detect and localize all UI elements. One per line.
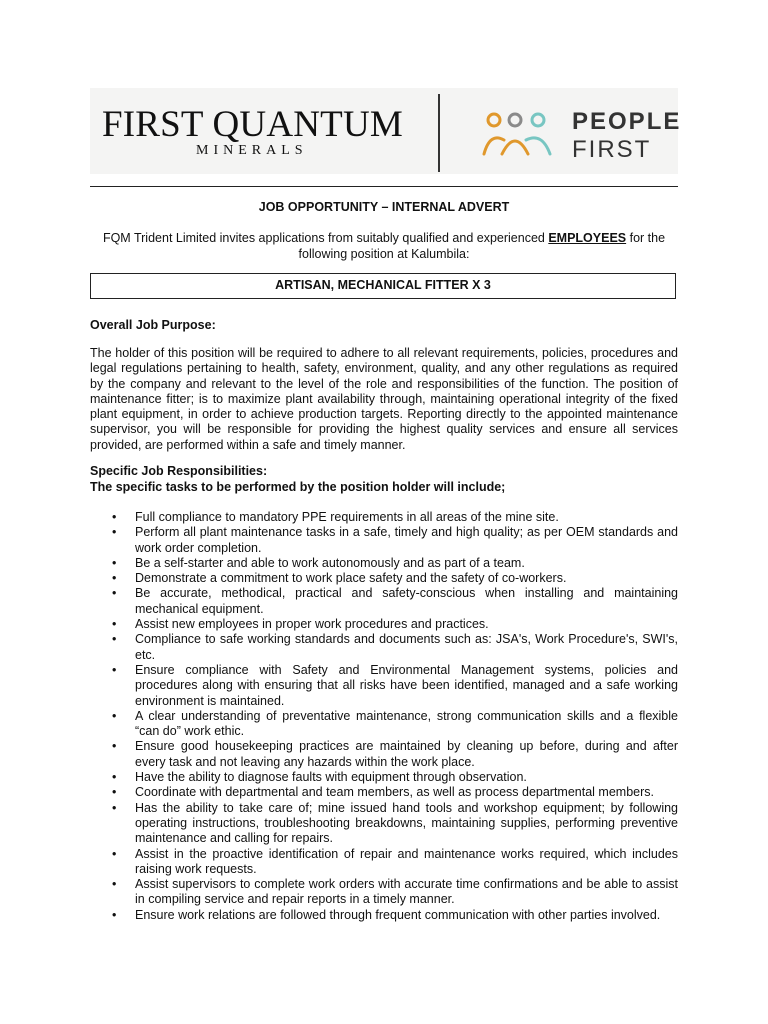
list-item: • Ensure work relations are followed through frequent communication with other parties involved. <box>112 907 661 922</box>
list-item: • Coordinate with departmental and team members, as well as process departmental members. <box>112 785 654 800</box>
list-item-text: Full compliance to mandatory PPE requirements in all areas of the mine site. <box>135 510 559 524</box>
list-item-text: Assist supervisors to complete work orders with accurate time confirmations and be able to assist in compiling service and repair reports in a timely manner. <box>135 877 678 907</box>
purpose-title: Overall Job Purpose: <box>90 318 216 332</box>
list-item-text: A clear understanding of preventative maintenance, strong communication skills and a flexible “can do” work ethic. <box>135 708 678 739</box>
list-item: • Demonstrate a commitment to work place safety and the safety of co-workers. <box>112 571 567 586</box>
company-subtitle: MINERALS <box>196 143 308 158</box>
person-head-middle <box>509 114 521 126</box>
person-head-right <box>532 114 544 126</box>
list-item-text: Ensure good housekeeping practices are maintained by cleaning up before, during and after every task and not leaving any hazards within the work place. <box>135 739 678 769</box>
purpose-text: The holder of this position will be required to adhere to all relevant requirements, policies, procedures and legal regulations pertaining to health, safety, environment, quality, and any other regulations as required by the company and relevant to the level of the role and responsibilities of the function. The position of maintenance fitter; is to maximize plant availability through, maintaining operational integrity of the fixed plant equipment, in order to achieve production targets. Reporting directly to the appointed maintenance supervisor, you will be responsible for providing the highest quality services and ensure all services provided, are performed within a safe and timely manner. <box>90 346 678 452</box>
list-item-text: Be accurate, methodical, practical and safety-conscious when installing and maintaining mechanical equipment. <box>135 586 678 616</box>
position-title: ARTISAN, MECHANICAL FITTER X 3 <box>275 278 491 292</box>
advert-heading: JOB OPPORTUNITY – INTERNAL ADVERT <box>258 200 510 214</box>
list-item: • Full compliance to mandatory PPE requirements in all areas of the mine site. <box>112 510 559 524</box>
responsibilities-list <box>90 510 678 923</box>
people-group-icon <box>482 110 556 158</box>
advert-intro <box>90 230 678 262</box>
list-item: • Be accurate, methodical, practical and safety-conscious when installing and maintaining mechanical equipment. <box>112 586 678 616</box>
list-item-text: Has the ability to take care of; mine issued hand tools and workshop equipment; by following operating instructions, troubleshooting breakdowns, maintaining supplies, performing preventive maintenance and calling for repairs. <box>135 800 678 846</box>
person-body-right <box>526 138 550 154</box>
intro-text-after: for the following position at Kalumbila: <box>298 231 666 261</box>
list-item: • Have the ability to diagnose faults with equipment through observation. <box>112 770 527 785</box>
company-name: FIRST QUANTUM <box>101 104 404 145</box>
intro-emphasis: EMPLOYEES <box>548 231 627 245</box>
list-item-text: Compliance to safe working standards and documents such as: JSA's, Work Procedure's, SWI's, etc. <box>135 632 678 662</box>
people-first-wordmark <box>572 108 681 164</box>
list-item-text: Have the ability to diagnose faults with equipment through observation. <box>135 770 527 785</box>
list-item: • Assist supervisors to complete work orders with accurate time confirmations and be able to assist in compiling service and repair reports in a timely manner. <box>112 877 678 907</box>
list-item: • Has the ability to take care of; mine issued hand tools and workshop equipment; by following operating instructions, troubleshooting breakdowns, maintaining supplies, performing preventive maintenance and calling for repairs. <box>112 800 678 846</box>
position-box <box>90 273 676 299</box>
list-item: • Assist in the proactive identification of repair and maintenance works required, which includes raising work requests. <box>112 846 678 876</box>
people-first-line2: FIRST <box>572 136 652 163</box>
list-item-text: Coordinate with departmental and team members, as well as process departmental members. <box>135 785 654 800</box>
logo-divider <box>438 94 440 172</box>
person-body-left <box>484 138 504 154</box>
list-item: • A clear understanding of preventative maintenance, strong communication skills and a flexible “can do” work ethic. <box>112 708 678 739</box>
list-item-text: Be a self-starter and able to work autonomously and as part of a team. <box>135 555 525 570</box>
list-item: • Ensure good housekeeping practices are maintained by cleaning up before, during and after every task and not leaving any hazards within the work place. <box>112 739 678 769</box>
first-quantum-logo <box>90 105 415 159</box>
list-item: • Be a self-starter and able to work autonomously and as part of a team. <box>112 555 525 570</box>
list-item-text: Assist in the proactive identification of repair and maintenance works required, which includes raising work requests. <box>135 846 678 876</box>
list-item: • Compliance to safe working standards and documents such as: JSA's, Work Procedure's, SWI's, etc. <box>112 632 678 662</box>
person-body-middle <box>502 141 528 154</box>
person-head-left <box>488 114 500 126</box>
responsibilities-subtitle: The specific tasks to be performed by the position holder will include; <box>90 480 506 494</box>
list-item: • Perform all plant maintenance tasks in a safe, timely and high quality; as per OEM standards and work order completion. <box>112 525 678 555</box>
list-item-text: Demonstrate a commitment to work place safety and the safety of co-workers. <box>135 571 567 586</box>
list-item-text: Assist new employees in proper work procedures and practices. <box>135 617 489 632</box>
people-first-line1: PEOPLE <box>572 108 682 135</box>
list-item-text: Ensure work relations are followed through frequent communication with other parties involved. <box>135 907 661 922</box>
intro-text-before: FQM Trident Limited invites applications from suitably qualified and experienced <box>102 231 549 245</box>
list-item-text: Perform all plant maintenance tasks in a safe, timely and high quality; as per OEM standards and work order completion. <box>135 525 678 555</box>
list-item: • Assist new employees in proper work procedures and practices. <box>112 617 489 632</box>
list-item: • Ensure compliance with Safety and Environmental Management systems, policies and procedures along with ensuring that all risks have been identified, managed and a safe working environment is maintained. <box>112 662 678 708</box>
responsibilities-title: Specific Job Responsibilities: <box>90 464 268 478</box>
list-item-text: Ensure compliance with Safety and Environmental Management systems, policies and procedures along with ensuring that all risks have been identified, managed and a safe working environment is maintained. <box>135 662 678 708</box>
header-rule <box>90 186 678 187</box>
